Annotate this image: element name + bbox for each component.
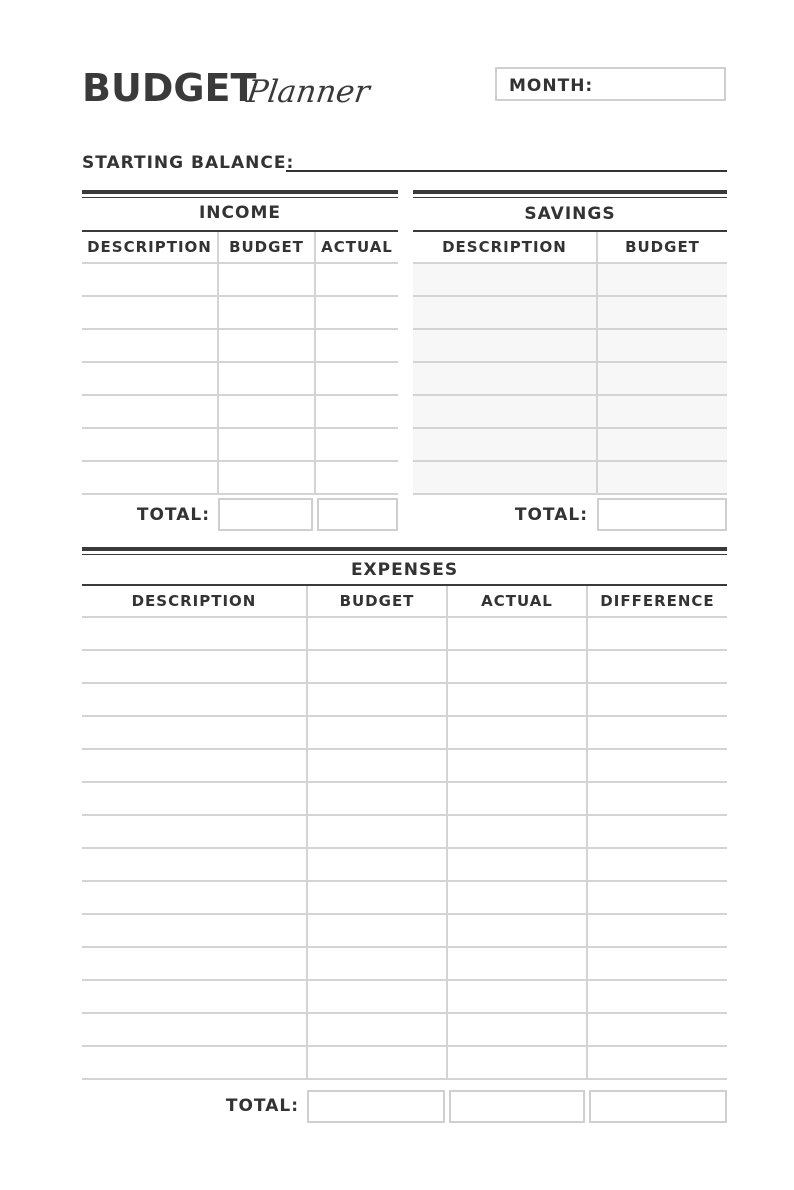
income-cell[interactable] xyxy=(315,395,398,428)
expenses-cell[interactable] xyxy=(307,848,447,881)
expenses-cell[interactable] xyxy=(587,881,727,914)
expenses-cell[interactable] xyxy=(82,617,307,650)
expenses-cell[interactable] xyxy=(447,980,587,1013)
expenses-cell[interactable] xyxy=(82,914,307,947)
expenses-cell[interactable] xyxy=(447,881,587,914)
expenses-cell[interactable] xyxy=(307,815,447,848)
expenses-cell[interactable] xyxy=(307,650,447,683)
expenses-cell[interactable] xyxy=(587,848,727,881)
table-row xyxy=(82,848,727,881)
expenses-col-description: DESCRIPTION xyxy=(82,586,307,617)
savings-section xyxy=(413,190,727,535)
savings-cell[interactable] xyxy=(413,329,597,362)
expenses-header-row xyxy=(82,586,727,617)
expenses-total-label: TOTAL: xyxy=(225,1096,299,1116)
expenses-cell[interactable] xyxy=(82,848,307,881)
expenses-cell[interactable] xyxy=(447,914,587,947)
savings-top-rule xyxy=(413,190,727,194)
month-label: MONTH: xyxy=(509,76,594,96)
savings-cell[interactable] xyxy=(597,362,727,395)
expenses-total-difference-box[interactable] xyxy=(589,1090,727,1123)
expenses-cell[interactable] xyxy=(447,716,587,749)
expenses-cell[interactable] xyxy=(307,1046,447,1079)
income-top-rule-thin xyxy=(82,197,398,198)
expenses-col-difference: DIFFERENCE xyxy=(587,586,727,617)
income-section xyxy=(82,190,398,535)
table-row xyxy=(82,914,727,947)
expenses-cell[interactable] xyxy=(447,617,587,650)
table-row xyxy=(82,617,727,650)
expenses-section xyxy=(82,547,727,1127)
income-title: INCOME xyxy=(198,203,281,223)
expenses-cell[interactable] xyxy=(82,947,307,980)
table-row xyxy=(82,1013,727,1046)
table-row xyxy=(82,749,727,782)
expenses-cell[interactable] xyxy=(587,683,727,716)
table-row xyxy=(413,428,727,461)
expenses-cell[interactable] xyxy=(82,815,307,848)
income-cell[interactable] xyxy=(218,461,315,494)
savings-header-row xyxy=(413,232,727,263)
income-col-budget: BUDGET xyxy=(218,232,315,263)
expenses-cell[interactable] xyxy=(307,914,447,947)
expenses-total-budget-box[interactable] xyxy=(307,1090,445,1123)
expenses-cell[interactable] xyxy=(82,716,307,749)
savings-cell[interactable] xyxy=(597,263,727,296)
table-row xyxy=(82,395,398,428)
expenses-cell[interactable] xyxy=(447,749,587,782)
expenses-cell[interactable] xyxy=(447,947,587,980)
starting-balance-line[interactable] xyxy=(286,170,727,172)
expenses-col-actual: ACTUAL xyxy=(447,586,587,617)
expenses-cell[interactable] xyxy=(307,1013,447,1046)
expenses-cell[interactable] xyxy=(587,716,727,749)
table-row xyxy=(82,650,727,683)
savings-cell[interactable] xyxy=(413,362,597,395)
expenses-cell[interactable] xyxy=(307,980,447,1013)
income-cell[interactable] xyxy=(82,362,218,395)
income-cell[interactable] xyxy=(315,362,398,395)
income-cell[interactable] xyxy=(218,296,315,329)
expenses-cell[interactable] xyxy=(447,782,587,815)
expenses-cell[interactable] xyxy=(587,1013,727,1046)
table-row xyxy=(413,296,727,329)
income-cell[interactable] xyxy=(82,296,218,329)
income-cell[interactable] xyxy=(315,296,398,329)
income-total-budget-box[interactable] xyxy=(218,498,313,531)
expenses-cell[interactable] xyxy=(587,617,727,650)
savings-cell[interactable] xyxy=(597,461,727,494)
expenses-cell[interactable] xyxy=(307,782,447,815)
savings-total-label: TOTAL: xyxy=(514,505,588,525)
savings-cell[interactable] xyxy=(597,395,727,428)
savings-cell[interactable] xyxy=(413,428,597,461)
expenses-table xyxy=(82,586,727,1080)
table-row xyxy=(82,428,398,461)
expenses-cell[interactable] xyxy=(82,782,307,815)
savings-cell[interactable] xyxy=(413,461,597,494)
expenses-cell[interactable] xyxy=(82,1046,307,1079)
table-row xyxy=(82,683,727,716)
expenses-cell[interactable] xyxy=(587,980,727,1013)
expenses-cell[interactable] xyxy=(307,716,447,749)
table-row xyxy=(82,881,727,914)
savings-total-budget-box[interactable] xyxy=(597,498,727,531)
expenses-cell[interactable] xyxy=(587,947,727,980)
table-row xyxy=(413,329,727,362)
savings-cell[interactable] xyxy=(597,296,727,329)
expenses-cell[interactable] xyxy=(307,881,447,914)
expenses-cell[interactable] xyxy=(82,683,307,716)
savings-col-description: DESCRIPTION xyxy=(413,232,597,263)
expenses-top-rule xyxy=(82,547,727,551)
income-cell[interactable] xyxy=(315,428,398,461)
expenses-cell[interactable] xyxy=(447,1013,587,1046)
table-row xyxy=(413,395,727,428)
income-cell[interactable] xyxy=(315,263,398,296)
income-cell[interactable] xyxy=(218,362,315,395)
income-col-actual: ACTUAL xyxy=(315,232,398,263)
expenses-title: EXPENSES xyxy=(350,560,459,580)
savings-cell[interactable] xyxy=(597,428,727,461)
income-table xyxy=(82,232,398,495)
expenses-cell[interactable] xyxy=(587,815,727,848)
expenses-cell[interactable] xyxy=(447,815,587,848)
income-cell[interactable] xyxy=(82,329,218,362)
savings-top-rule-thin xyxy=(413,197,727,198)
table-row xyxy=(82,980,727,1013)
income-cell[interactable] xyxy=(218,263,315,296)
income-cell[interactable] xyxy=(218,395,315,428)
expenses-cell[interactable] xyxy=(447,848,587,881)
expenses-total-actual-box[interactable] xyxy=(449,1090,585,1123)
table-row xyxy=(82,296,398,329)
expenses-cell[interactable] xyxy=(82,881,307,914)
expenses-top-rule-thin xyxy=(82,554,727,555)
expenses-col-budget: BUDGET xyxy=(307,586,447,617)
expenses-cell[interactable] xyxy=(307,683,447,716)
table-row xyxy=(82,362,398,395)
income-total-actual-box[interactable] xyxy=(317,498,398,531)
table-row xyxy=(413,263,727,296)
savings-title: SAVINGS xyxy=(524,204,616,224)
income-header-row xyxy=(82,232,398,263)
expenses-cell[interactable] xyxy=(587,749,727,782)
month-field[interactable] xyxy=(495,67,726,101)
savings-table xyxy=(413,232,727,495)
expenses-cell[interactable] xyxy=(82,1013,307,1046)
income-cell[interactable] xyxy=(218,428,315,461)
table-row xyxy=(82,716,727,749)
expenses-cell[interactable] xyxy=(82,980,307,1013)
table-row xyxy=(82,782,727,815)
table-row xyxy=(82,329,398,362)
expenses-cell[interactable] xyxy=(307,947,447,980)
table-row xyxy=(413,461,727,494)
table-row xyxy=(82,461,398,494)
income-cell[interactable] xyxy=(82,263,218,296)
income-total-label: TOTAL: xyxy=(136,505,210,525)
expenses-cell[interactable] xyxy=(587,782,727,815)
income-cell[interactable] xyxy=(315,329,398,362)
expenses-cell[interactable] xyxy=(307,617,447,650)
savings-col-budget: BUDGET xyxy=(597,232,727,263)
table-row xyxy=(82,1046,727,1079)
table-row xyxy=(82,263,398,296)
expenses-cell[interactable] xyxy=(447,1046,587,1079)
starting-balance-label: STARTING BALANCE: xyxy=(82,153,295,173)
expenses-cell[interactable] xyxy=(587,1046,727,1079)
income-cell[interactable] xyxy=(315,461,398,494)
expenses-cell[interactable] xyxy=(82,749,307,782)
savings-cell[interactable] xyxy=(597,329,727,362)
expenses-cell[interactable] xyxy=(447,650,587,683)
table-row xyxy=(82,947,727,980)
expenses-cell[interactable] xyxy=(447,683,587,716)
expenses-cell[interactable] xyxy=(587,914,727,947)
expenses-cell[interactable] xyxy=(587,650,727,683)
income-top-rule xyxy=(82,190,398,194)
savings-cell[interactable] xyxy=(413,263,597,296)
income-cell[interactable] xyxy=(82,395,218,428)
page-title: BUDGET xyxy=(82,66,257,110)
table-row xyxy=(413,362,727,395)
page-title-script: Planner xyxy=(244,74,372,110)
expenses-cell[interactable] xyxy=(82,650,307,683)
income-cell[interactable] xyxy=(82,461,218,494)
savings-cell[interactable] xyxy=(413,296,597,329)
savings-cell[interactable] xyxy=(413,395,597,428)
table-row xyxy=(82,815,727,848)
expenses-cell[interactable] xyxy=(307,749,447,782)
income-col-description: DESCRIPTION xyxy=(82,232,218,263)
income-cell[interactable] xyxy=(82,428,218,461)
income-cell[interactable] xyxy=(218,329,315,362)
